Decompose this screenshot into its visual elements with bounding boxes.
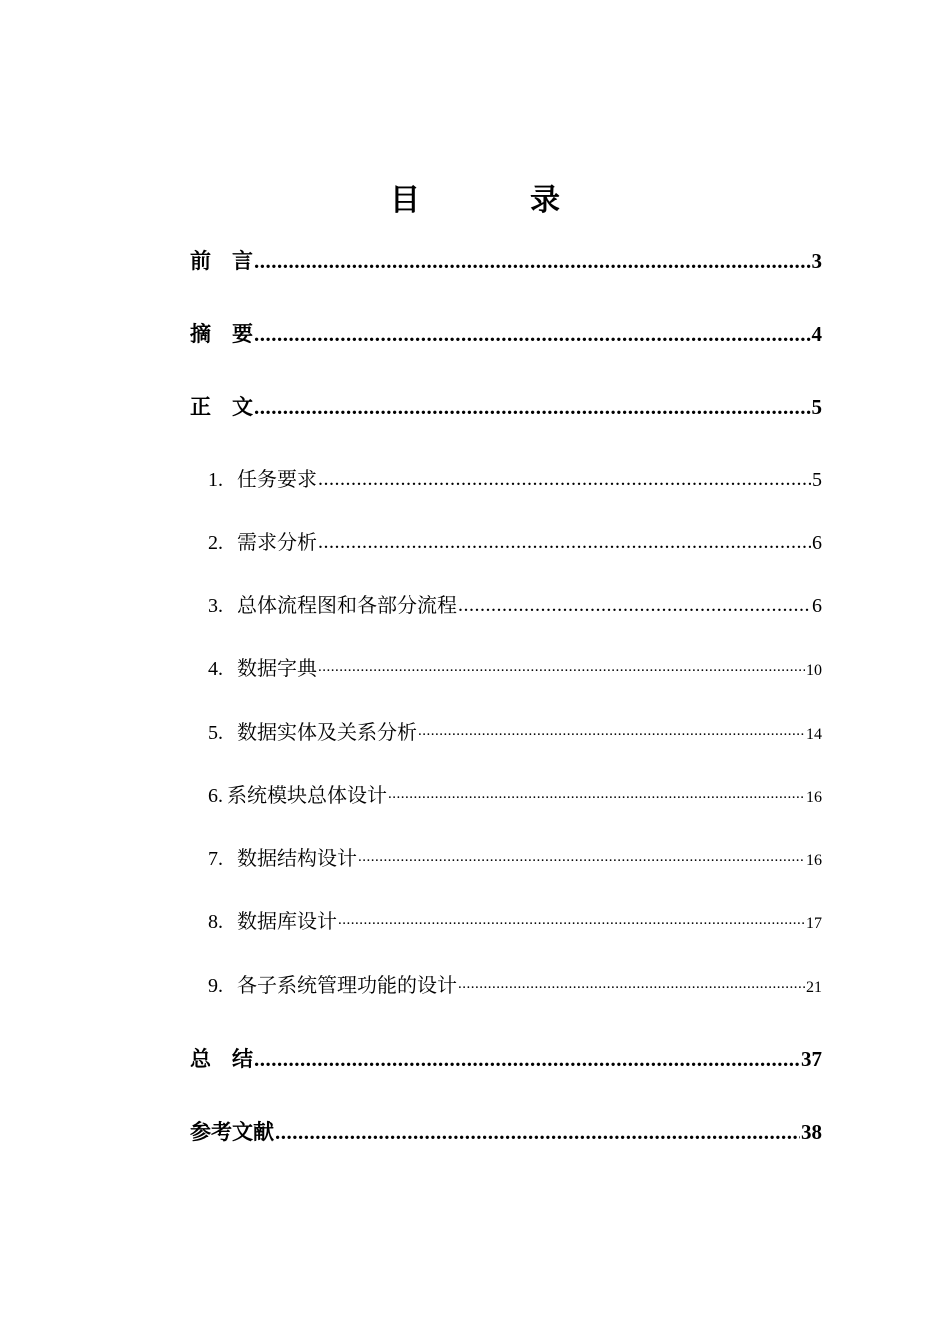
toc-entry-page: 37	[801, 1047, 822, 1071]
toc-entry-text: 需求分析	[237, 530, 317, 554]
dot-leader	[358, 845, 805, 865]
toc-entry-page: 10	[806, 662, 822, 679]
dot-leader	[275, 1118, 800, 1139]
toc-entry-number: 1.	[208, 469, 223, 491]
toc-entry-page: 21	[806, 979, 822, 996]
toc-entry-summary[interactable]	[190, 1045, 822, 1072]
toc-entry-text: 数据库设计	[237, 909, 337, 933]
toc-entry-section-6[interactable]	[190, 782, 822, 811]
toc-entry-section-1[interactable]	[190, 466, 822, 493]
dot-leader	[458, 592, 811, 612]
toc-entry-page: 16	[806, 852, 822, 869]
toc-entry-section-9[interactable]	[190, 972, 822, 1001]
toc-entry-text: 参考文献	[190, 1120, 274, 1144]
toc-entry-text: 数据结构设计	[237, 846, 357, 870]
dot-leader	[388, 782, 805, 802]
toc-entry-text: 任务要求	[237, 467, 317, 491]
toc-entry-page: 4	[811, 322, 822, 346]
dot-leader	[254, 247, 811, 268]
toc-entry-text: 系统模块总体设计	[227, 783, 387, 807]
toc-entry-text: 总 结	[190, 1047, 253, 1071]
dot-leader	[338, 908, 805, 928]
toc-entry-text: 数据字典	[237, 656, 317, 680]
toc-entry-section-4[interactable]	[190, 655, 822, 684]
toc-entry-number: 7.	[208, 848, 223, 870]
toc-entry-page: 3	[811, 249, 822, 273]
toc-entry-page: 6	[812, 595, 822, 617]
toc-title: 目 录	[390, 183, 600, 218]
toc-entry-text: 数据实体及关系分析	[237, 720, 417, 744]
toc-entry-text: 正 文	[190, 395, 253, 419]
toc-entry-body[interactable]	[190, 393, 822, 420]
toc-entry-number: 2.	[208, 532, 223, 554]
toc-entry-page: 38	[801, 1120, 822, 1144]
toc-entry-number: 4.	[208, 658, 223, 680]
toc-entry-section-3[interactable]	[190, 592, 822, 619]
dot-leader	[254, 1045, 800, 1066]
toc-entry-text: 前 言	[190, 249, 253, 273]
toc-entry-section-5[interactable]	[190, 719, 822, 748]
toc-entry-text: 各子系统管理功能的设计	[237, 973, 457, 997]
toc-entry-page: 16	[806, 789, 822, 806]
dot-leader	[318, 655, 805, 675]
toc-entry-section-8[interactable]	[190, 908, 822, 937]
toc-entry-number: 3.	[208, 595, 223, 617]
dot-leader	[418, 719, 805, 739]
toc-entry-references[interactable]	[190, 1118, 822, 1145]
dot-leader	[254, 320, 811, 341]
toc-entry-page: 5	[811, 395, 822, 419]
toc-entry-preface[interactable]	[190, 247, 822, 274]
toc-entry-number: 9.	[208, 975, 223, 997]
toc-entry-abstract[interactable]	[190, 320, 822, 347]
toc-entry-section-2[interactable]	[190, 529, 822, 556]
toc-entry-page: 6	[812, 532, 822, 554]
dot-leader	[254, 393, 811, 414]
toc-entry-page: 17	[806, 915, 822, 932]
dot-leader	[318, 529, 811, 549]
toc-entry-text: 总体流程图和各部分流程	[237, 593, 457, 617]
toc-entry-page: 5	[812, 469, 822, 491]
toc-entry-number: 5.	[208, 722, 223, 744]
toc-entry-section-7[interactable]	[190, 845, 822, 874]
toc-entry-number: 6.	[208, 785, 223, 807]
toc-entry-text: 摘 要	[190, 322, 253, 346]
dot-leader	[318, 466, 811, 486]
toc-entry-page: 14	[806, 726, 822, 743]
toc-entry-number: 8.	[208, 911, 223, 933]
dot-leader	[458, 972, 805, 992]
